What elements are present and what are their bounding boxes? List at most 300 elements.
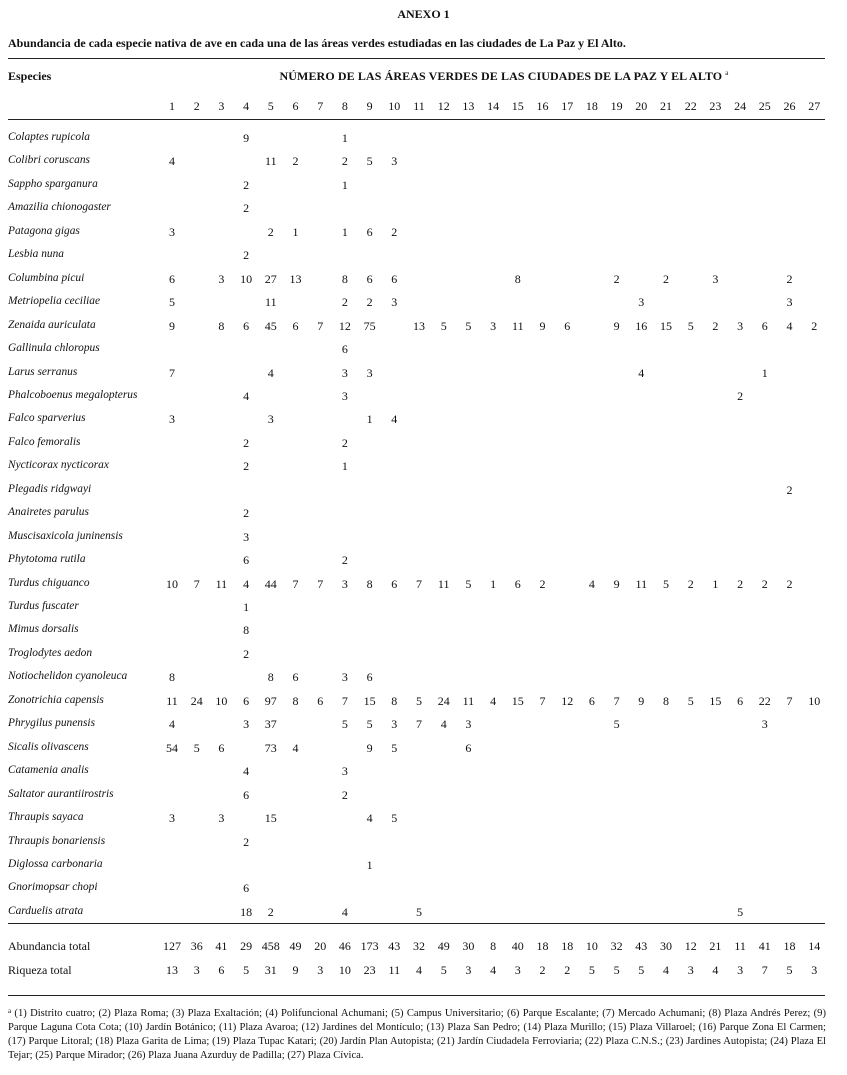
footnote-text: (1) Distrito cuatro; (2) Plaza Roma; (3) Plaza Exaltación; (4) Polifuncional Achumani; (5) Campus Universitario; (6) Parque Escalante; (7) Mercado Achumani; (8) Plaza Andrés Perez; (9) Parque Laguna Cota Cota; (10) Jardín Botánico; (11) Plaza Avaroa; (12) Jardines del Montículo; (13) Plaza San Pedro; (14) Plaza Murillo; (15) Plaza Villaroel; (16) Parque Zona El Carmen; (17) Parque Litoral; (18) Plaza Garita de Lima; (19) Plaza Tupac Katari; (20) Jardín Plan Autopista; (21) Jardín Ciudadela Ferroviaria; (22) Plaza C.N.S.; (23) Jardines Autopista; (24) Plaza El Tejar; (25) Parque Mirador; (26) Plaza Juana Azurduy de Padilla; (27) Plaza Cívica.	[8, 1008, 826, 1061]
abundance-cell: 6	[737, 693, 744, 708]
abundance-cell: 6	[243, 787, 250, 802]
total-cell: 29	[240, 939, 253, 953]
abundance-cell: 6	[465, 740, 472, 755]
abundance-cell: 1	[341, 224, 348, 239]
abundance-cell: 3	[391, 295, 398, 310]
column-number: 21	[660, 99, 672, 113]
abundance-cell: 13	[289, 271, 302, 286]
species-name: Carduelis atrata	[8, 904, 84, 917]
abundance-cell: 2	[243, 834, 250, 849]
abundance-cell: 5	[169, 295, 175, 310]
species-name: Sappho sparganura	[8, 177, 98, 190]
species-name: Muscisaxicola juninensis	[8, 529, 123, 542]
abundance-cell: 6	[564, 318, 571, 333]
total-cell: 2	[564, 963, 571, 977]
abundance-cell: 7	[613, 693, 620, 708]
abundance-cell: 11	[215, 576, 228, 591]
column-number: 14	[487, 99, 500, 113]
abundance-cell: 5	[465, 576, 472, 591]
abundance-cell: 1	[761, 365, 768, 380]
abundance-cell: 15	[511, 693, 524, 708]
top-rule	[8, 58, 825, 59]
abundance-cell: 8	[514, 271, 521, 286]
column-number: 3	[218, 99, 225, 113]
species-name: Zenaida auriculata	[8, 318, 96, 331]
abundance-cell: 8	[341, 271, 348, 286]
total-cell: 8	[490, 939, 497, 953]
abundance-cell: 7	[292, 576, 299, 591]
species-column-header: Especies	[8, 69, 52, 83]
abundance-cell: 5	[737, 904, 744, 919]
abundance-cell: 3	[341, 670, 348, 685]
abundance-cell: 3	[169, 224, 175, 239]
totals-rule	[8, 923, 825, 924]
bottom-rule	[8, 995, 825, 996]
abundance-cell: 5	[391, 740, 398, 755]
total-cell: 40	[511, 939, 524, 953]
abundance-cell: 3	[465, 717, 472, 732]
species-name: Gallinula chloropus	[8, 342, 100, 355]
abundance-cell: 11	[462, 693, 475, 708]
abundance-cell: 3	[490, 318, 497, 333]
abundance-cell: 4	[292, 740, 299, 755]
abundance-cell: 6	[218, 740, 225, 755]
abundance-cell: 3	[391, 154, 398, 169]
abundance-cell: 5	[465, 318, 472, 333]
abundance-cell: 3	[737, 318, 744, 333]
abundance-cell: 8	[391, 693, 398, 708]
abundance-cell: 15	[660, 318, 672, 333]
total-cell: 41	[215, 939, 228, 953]
abundance-cell: 8	[292, 693, 299, 708]
abundance-cell: 4	[440, 717, 447, 732]
abundance-cell: 5	[687, 318, 694, 333]
abundance-cell: 3	[341, 764, 348, 779]
species-name: Larus serranus	[8, 365, 78, 378]
abundance-cell: 3	[341, 388, 348, 403]
abundance-cell: 2	[761, 576, 768, 591]
abundance-cell: 3	[391, 717, 398, 732]
abundance-cell: 2	[243, 177, 250, 192]
abundance-cell: 4	[169, 717, 175, 732]
abundance-cell: 6	[391, 576, 398, 591]
abundance-cell: 2	[786, 482, 793, 497]
total-cell: 5	[638, 963, 645, 977]
total-cell: 30	[660, 939, 672, 953]
column-number: 1	[169, 99, 175, 113]
abundance-cell: 3	[341, 576, 348, 591]
column-number: 2	[193, 99, 200, 113]
abundance-cell: 2	[243, 646, 250, 661]
total-cell: 3	[811, 963, 818, 977]
species-name: Amazilia chionogaster	[8, 201, 111, 214]
total-cell: 5	[588, 963, 595, 977]
total-cell: 4	[712, 963, 719, 977]
species-name: Patagona gigas	[8, 224, 80, 237]
abundance-cell: 2	[341, 787, 348, 802]
abundance-cell: 8	[267, 670, 274, 685]
total-cell: 127	[163, 939, 181, 953]
footnote-marker: a	[725, 69, 729, 77]
abundance-cell: 7	[341, 693, 348, 708]
abundance-cell: 13	[413, 318, 425, 333]
abundance-cell: 6	[243, 553, 250, 568]
column-number: 20	[635, 99, 648, 113]
species-name: Lesbia nuna	[8, 248, 65, 261]
abundance-cell: 2	[737, 576, 744, 591]
abundance-cell: 7	[539, 693, 546, 708]
total-cell: 4	[490, 963, 497, 977]
abundance-cell: 22	[758, 693, 771, 708]
total-cell: 173	[360, 939, 379, 953]
abundance-cell: 5	[391, 811, 398, 826]
abundance-cell: 6	[391, 271, 398, 286]
abundance-cell: 12	[561, 693, 574, 708]
abundance-cell: 5	[366, 154, 373, 169]
abundance-cell: 73	[264, 740, 277, 755]
column-number: 19	[610, 99, 623, 113]
column-number: 23	[709, 99, 722, 113]
table-caption: Abundancia de cada especie nativa de ave en cada una de las áreas verdes estudiadas en las ciudades de La Paz y El Alto.	[8, 36, 626, 50]
abundance-cell: 15	[709, 693, 722, 708]
total-cell: 23	[363, 963, 376, 977]
total-cell: 3	[465, 963, 472, 977]
column-number: 12	[437, 99, 450, 113]
abundance-cell: 1	[490, 576, 497, 591]
species-name: Gnorimopsar chopi	[8, 881, 98, 894]
column-number: 17	[561, 99, 574, 113]
abundance-cell: 75	[363, 318, 376, 333]
abundance-cell: 5	[193, 740, 200, 755]
abundance-cell: 54	[166, 740, 178, 755]
total-cell: 3	[737, 963, 744, 977]
abundance-cell: 6	[243, 881, 250, 896]
abundance-cell: 2	[341, 553, 348, 568]
abundance-cell: 9	[613, 318, 620, 333]
abundance-cell: 2	[243, 506, 250, 521]
annex-title: ANEXO 1	[397, 7, 450, 21]
abundance-cell: 5	[341, 717, 348, 732]
abundance-cell: 3	[638, 295, 645, 310]
abundance-cell: 10	[215, 693, 228, 708]
abundance-cell: 6	[514, 576, 521, 591]
column-number: 11	[413, 99, 425, 113]
abundance-cell: 1	[341, 177, 348, 192]
abundance-cell: 6	[292, 670, 299, 685]
species-name: Nycticorax nycticorax	[8, 459, 109, 472]
column-number: 26	[783, 99, 796, 113]
abundance-cell: 2	[811, 318, 818, 333]
abundance-cell: 6	[243, 318, 250, 333]
abundance-cell: 10	[240, 271, 253, 286]
abundance-cell: 2	[243, 248, 250, 263]
total-cell: 20	[314, 939, 327, 953]
abundance-cell: 8	[243, 623, 250, 638]
abundance-cell: 3	[243, 529, 250, 544]
abundance-cell: 1	[712, 576, 719, 591]
abundance-cell: 2	[341, 435, 348, 450]
species-name: Zonotrichia capensis	[8, 693, 104, 706]
abundance-cell: 3	[218, 271, 225, 286]
abundance-cell: 3	[341, 365, 348, 380]
species-name: Thraupis bonariensis	[8, 834, 106, 847]
footnote-mark: a	[8, 1007, 12, 1015]
total-cell: 18	[536, 939, 549, 953]
abundance-cell: 2	[663, 271, 669, 286]
abundance-cell: 4	[638, 365, 645, 380]
abundance-cell: 6	[169, 271, 175, 286]
abundance-cell: 7	[169, 365, 175, 380]
column-number: 27	[808, 99, 821, 113]
species-name: Phalcoboenus megalopterus	[8, 388, 138, 401]
abundance-cell: 5	[613, 717, 620, 732]
total-cell: 5	[440, 963, 447, 977]
abundance-cell: 8	[218, 318, 225, 333]
abundance-cell: 4	[169, 154, 175, 169]
abundance-cell: 9	[243, 131, 250, 145]
abundance-cell: 1	[292, 224, 299, 239]
abundance-cell: 2	[539, 576, 546, 591]
species-name: Thraupis sayaca	[8, 811, 84, 824]
abundance-cell: 1	[341, 131, 348, 145]
abundance-cell: 3	[169, 811, 175, 826]
abundance-cell: 6	[761, 318, 768, 333]
abundance-cell: 8	[366, 576, 373, 591]
species-name: Falco sparverius	[8, 412, 86, 425]
abundance-cell: 2	[243, 201, 250, 216]
total-cell: 458	[261, 939, 280, 953]
total-cell: 5	[613, 963, 620, 977]
abundance-cell: 1	[366, 412, 373, 427]
total-cell: 5	[243, 963, 250, 977]
total-cell: 21	[709, 939, 722, 953]
abundance-cell: 4	[490, 693, 497, 708]
abundance-cell: 12	[338, 318, 351, 333]
species-name: Catamenia analis	[8, 764, 89, 777]
total-cell: 13	[166, 963, 178, 977]
abundance-cell: 1	[243, 600, 250, 614]
abundance-cell: 6	[588, 693, 595, 708]
abundance-cell: 2	[712, 318, 719, 333]
abundance-cell: 4	[391, 412, 398, 427]
abundance-cell: 7	[416, 717, 422, 732]
abundance-cell: 4	[267, 365, 274, 380]
header-rule	[8, 119, 825, 120]
footnote	[8, 1004, 826, 1063]
abundance-cell: 2	[687, 576, 694, 591]
abundance-cell: 6	[243, 693, 250, 708]
species-name: Phrygilus punensis	[8, 717, 96, 730]
abundance-cell: 27	[264, 271, 277, 286]
species-name: Turdus chiguanco	[8, 576, 90, 589]
total-cell: 12	[684, 939, 697, 953]
abundance-cell: 5	[663, 576, 669, 591]
abundance-cell: 2	[267, 224, 274, 239]
total-cell: 10	[338, 963, 351, 977]
abundance-cell: 4	[341, 904, 348, 919]
total-cell: 11	[734, 939, 746, 953]
column-number: 4	[243, 99, 250, 113]
species-name: Turdus fuscater	[8, 600, 79, 612]
abundance-cell: 18	[240, 904, 253, 919]
species-name: Plegadis ridgwayi	[8, 482, 92, 495]
abundance-cell: 4	[588, 576, 595, 591]
abundance-cell: 6	[366, 224, 373, 239]
abundance-cell: 24	[190, 693, 203, 708]
column-number: 6	[292, 99, 299, 113]
abundance-cell: 15	[264, 811, 277, 826]
abundance-cell: 4	[243, 388, 250, 403]
abundance-cell: 2	[366, 295, 373, 310]
column-number: 24	[734, 99, 747, 113]
total-cell: 4	[416, 963, 422, 977]
total-cell: 31	[264, 963, 277, 977]
abundance-cell: 3	[169, 412, 175, 427]
abundance-cell: 3	[267, 412, 274, 427]
abundance-cell: 3	[786, 295, 793, 310]
total-cell: 4	[663, 963, 669, 977]
abundance-cell: 10	[166, 576, 178, 591]
total-cell: 41	[758, 939, 771, 953]
column-number: 18	[585, 99, 598, 113]
total-cell: 32	[610, 939, 623, 953]
abundance-cell: 5	[687, 693, 694, 708]
abundance-cell: 8	[663, 693, 669, 708]
species-name: Colaptes rupicola	[8, 131, 90, 143]
abundance-cell: 8	[169, 670, 175, 685]
abundance-cell: 7	[317, 576, 324, 591]
total-cell: 18	[783, 939, 796, 953]
species-name: Mimus dorsalis	[8, 623, 79, 636]
abundance-cell: 2	[391, 224, 398, 239]
abundance-cell: 2	[341, 154, 348, 169]
abundance-cell: 6	[341, 342, 348, 357]
species-name: Troglodytes aedon	[8, 646, 93, 659]
abundance-cell: 6	[366, 271, 373, 286]
total-cell: 46	[338, 939, 351, 953]
abundance-cell: 2	[267, 904, 274, 919]
abundance-cell: 5	[366, 717, 373, 732]
total-cell: 3	[317, 963, 324, 977]
column-number: 22	[684, 99, 697, 113]
species-name: Columbina picui	[8, 271, 85, 284]
abundance-cell: 45	[264, 318, 277, 333]
abundance-cell: 11	[166, 693, 178, 708]
total-cell: 43	[635, 939, 648, 953]
abundance-cell: 2	[243, 459, 250, 474]
abundance-cell: 4	[243, 764, 250, 779]
abundance-cell: 2	[737, 388, 744, 403]
abundance-cell: 2	[786, 576, 793, 591]
abundance-cell: 3	[366, 365, 373, 380]
abundance-cell: 9	[613, 576, 620, 591]
total-cell: 9	[292, 963, 299, 977]
species-name: Diglossa carbonaria	[8, 857, 103, 870]
abundance-cell: 1	[341, 459, 348, 474]
abundance-cell: 37	[264, 717, 277, 732]
total-cell: 11	[388, 963, 401, 977]
abundance-cell: 5	[440, 318, 447, 333]
abundance-cell: 4	[243, 576, 250, 591]
abundance-cell: 4	[786, 318, 793, 333]
abundance-cell: 2	[341, 295, 348, 310]
total-cell: 7	[761, 963, 768, 977]
abundance-cell: 11	[512, 318, 524, 333]
total-cell: 5	[786, 963, 793, 977]
abundance-cell: 3	[218, 811, 225, 826]
abundance-cell: 11	[265, 295, 277, 310]
abundance-cell: 9	[366, 740, 373, 755]
abundance-cell: 9	[638, 693, 645, 708]
abundance-cell: 7	[786, 693, 793, 708]
total-cell: 49	[289, 939, 302, 953]
species-name: Notiochelidon cyanoleuca	[8, 670, 128, 683]
species-name: Sicalis olivascens	[8, 740, 89, 753]
abundance-cell: 2	[243, 435, 250, 450]
column-number: 8	[341, 99, 348, 113]
total-cell: 43	[388, 939, 401, 953]
abundance-cell: 11	[635, 576, 648, 591]
species-name: Saltator aurantiirostris	[8, 787, 114, 800]
species-name: Colibri coruscans	[8, 154, 90, 167]
abundance-cell: 7	[317, 318, 324, 333]
total-cell: 3	[514, 963, 521, 977]
abundance-cell: 3	[712, 271, 719, 286]
abundance-cell: 16	[635, 318, 648, 333]
abundance-cell: 2	[786, 271, 793, 286]
abundance-cell: 11	[265, 154, 277, 169]
column-number: 16	[536, 99, 549, 113]
totals-label: Riqueza total	[8, 963, 72, 977]
abundance-cell: 2	[292, 154, 299, 169]
column-number: 13	[462, 99, 475, 113]
total-cell: 3	[687, 963, 694, 977]
areas-header-text: NÚMERO DE LAS ÁREAS VERDES DE LAS CIUDADES DE LA PAZ Y EL ALTO	[279, 69, 723, 83]
species-name: Anairetes parulus	[8, 506, 89, 519]
abundance-cell: 2	[613, 271, 620, 286]
total-cell: 18	[561, 939, 574, 953]
column-number: 25	[758, 99, 771, 113]
abundance-cell: 7	[193, 576, 200, 591]
abundance-cell: 6	[317, 693, 324, 708]
abundance-cell: 3	[761, 717, 768, 732]
column-number: 5	[267, 99, 274, 113]
abundance-cell: 44	[264, 576, 277, 591]
total-cell: 14	[808, 939, 821, 953]
abundance-cell: 5	[416, 693, 422, 708]
abundance-cell: 9	[539, 318, 546, 333]
column-number: 10	[388, 99, 401, 113]
total-cell: 2	[539, 963, 546, 977]
total-cell: 6	[218, 963, 225, 977]
total-cell: 10	[585, 939, 598, 953]
total-cell: 36	[190, 939, 203, 953]
areas-column-header	[171, 69, 837, 84]
total-cell: 32	[413, 939, 425, 953]
abundance-cell: 3	[243, 717, 250, 732]
abundance-cell: 6	[366, 670, 373, 685]
total-cell: 49	[437, 939, 450, 953]
abundance-cell: 9	[169, 318, 175, 333]
total-cell: 3	[193, 963, 200, 977]
abundance-cell: 97	[264, 693, 277, 708]
column-number: 7	[317, 99, 324, 113]
abundance-cell: 5	[416, 904, 422, 919]
total-cell: 30	[462, 939, 475, 953]
abundance-cell: 6	[292, 318, 299, 333]
abundance-cell: 10	[808, 693, 821, 708]
species-name: Metriopelia ceciliae	[8, 295, 101, 308]
